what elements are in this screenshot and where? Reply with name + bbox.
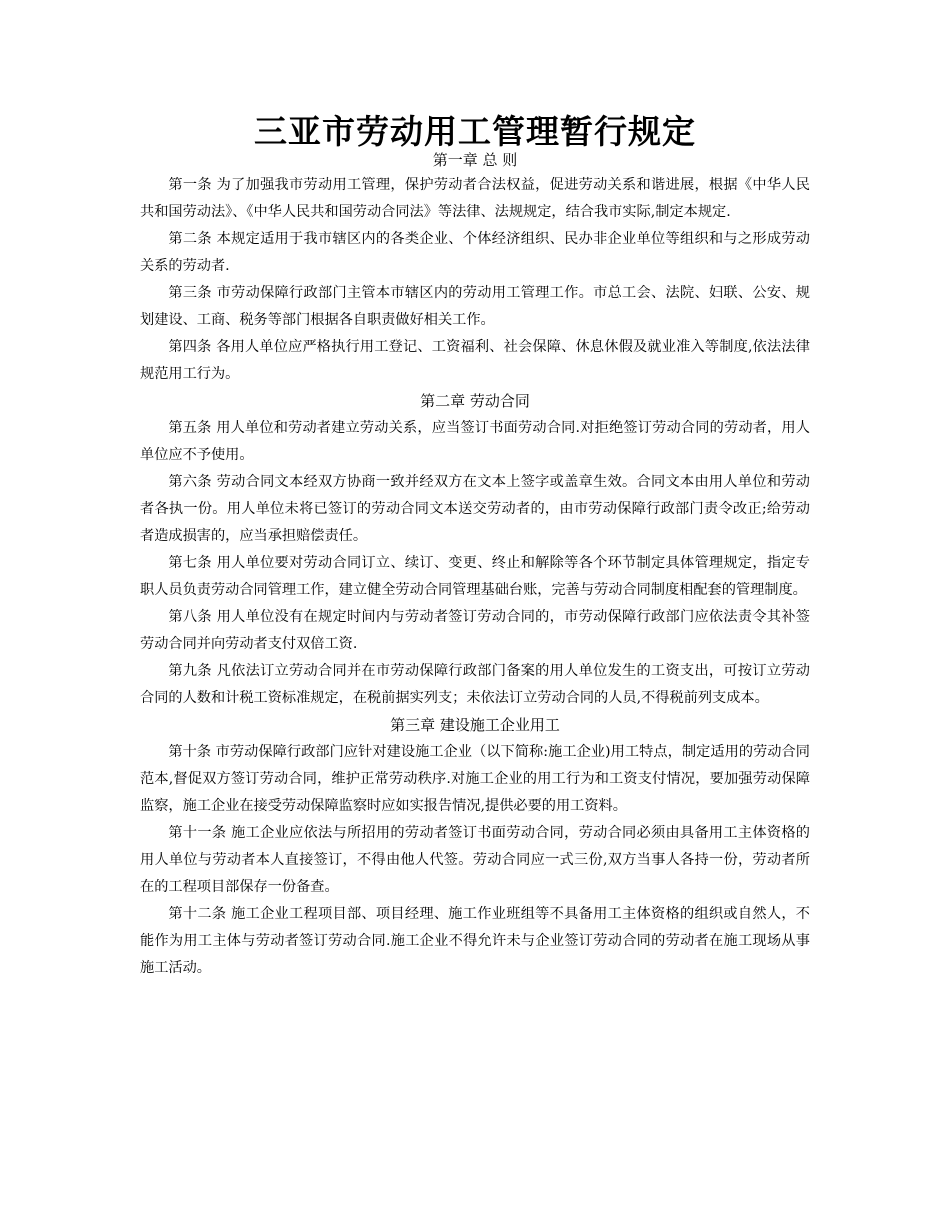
article-9: 第九条 凡依法订立劳动合同并在市劳动保障行政部门备案的用人单位发生的工资支出，可按订立劳动合同的人数和计税工资标准规定，在税前据实列支；未依法订立劳动合同的人员,不得税前列支成本。 <box>140 663 810 706</box>
chapter-heading: 第三章 建设施工企业用工 <box>390 716 560 734</box>
document-title: 三亚市劳动用工管理暂行规定 <box>254 112 696 151</box>
article-2: 第二条 本规定适用于我市辖区内的各类企业、个体经济组织、民办非企业单位等组织和与之形成劳动关系的劳动者. <box>140 231 810 274</box>
article-8: 第八条 用人单位没有在规定时间内与劳动者签订劳动合同的，市劳动保障行政部门应依法责令其补签劳动合同并向劳动者支付双倍工资. <box>140 609 810 652</box>
chapter-3 <box>140 712 810 982</box>
article-5: 第五条 用人单位和劳动者建立劳动关系，应当签订书面劳动合同.对拒绝签订劳动合同的劳动者，用人单位应不予使用。 <box>140 420 810 463</box>
article-1: 第一条 为了加强我市劳动用工管理，保护劳动者合法权益，促进劳动关系和谐进展，根据《中华人民共和国劳动法》、《中华人民共和国劳动合同法》等法律、法规规定，结合我市实际,制定本规定. <box>140 177 810 220</box>
chapter-heading: 第二章 劳动合同 <box>420 392 530 410</box>
article-10: 第十条 市劳动保障行政部门应针对建设施工企业（以下简称:施工企业)用工特点，制定适用的劳动合同范本,督促双方签订劳动合同，维护正常劳动秩序.对施工企业的用工行为和工资支付情况，要加强劳动保障监察，施工企业在接受劳动保障监察时应如实报告情况,提供必要的用工资料。 <box>140 744 810 814</box>
document-page <box>140 112 810 982</box>
chapter-heading: 第一章 总 则 <box>432 151 518 169</box>
article-6: 第六条 劳动合同文本经双方协商一致并经双方在文本上签字或盖章生效。合同文本由用人单位和劳动者各执一份。用人单位未将已签订的劳动合同文本送交劳动者的，由市劳动保障行政部门责令改正;给劳动者造成损害的，应当承担赔偿责任。 <box>140 474 810 544</box>
article-7: 第七条 用人单位要对劳动合同订立、续订、变更、终止和解除等各个环节制定具体管理规定，指定专职人员负责劳动合同管理工作，建立健全劳动合同管理基础台账，完善与劳动合同制度相配套的管理制度。 <box>140 555 810 598</box>
article-3: 第三条 市劳动保障行政部门主管本市辖区内的劳动用工管理工作。市总工会、法院、妇联、公安、规划建设、工商、税务等部门根据各自职责做好相关工作。 <box>140 285 810 328</box>
article-12: 第十二条 施工企业工程项目部、项目经理、施工作业班组等不具备用工主体资格的组织或自然人，不能作为用工主体与劳动者签订劳动合同.施工企业不得允许未与企业签订劳动合同的劳动者在施工现场从事施工活动。 <box>140 906 810 976</box>
chapter-1 <box>140 152 810 388</box>
article-4: 第四条 各用人单位应严格执行用工登记、工资福利、社会保障、休息休假及就业准入等制度,依法法律规范用工行为。 <box>140 339 810 382</box>
article-11: 第十一条 施工企业应依法与所招用的劳动者签订书面劳动合同，劳动合同必须由具备用工主体资格的用人单位与劳动者本人直接签订，不得由他人代签。劳动合同应一式三份,双方当事人各持一份，劳动者所在的工程项目部保存一份备查。 <box>140 825 810 895</box>
chapter-2 <box>140 388 810 712</box>
